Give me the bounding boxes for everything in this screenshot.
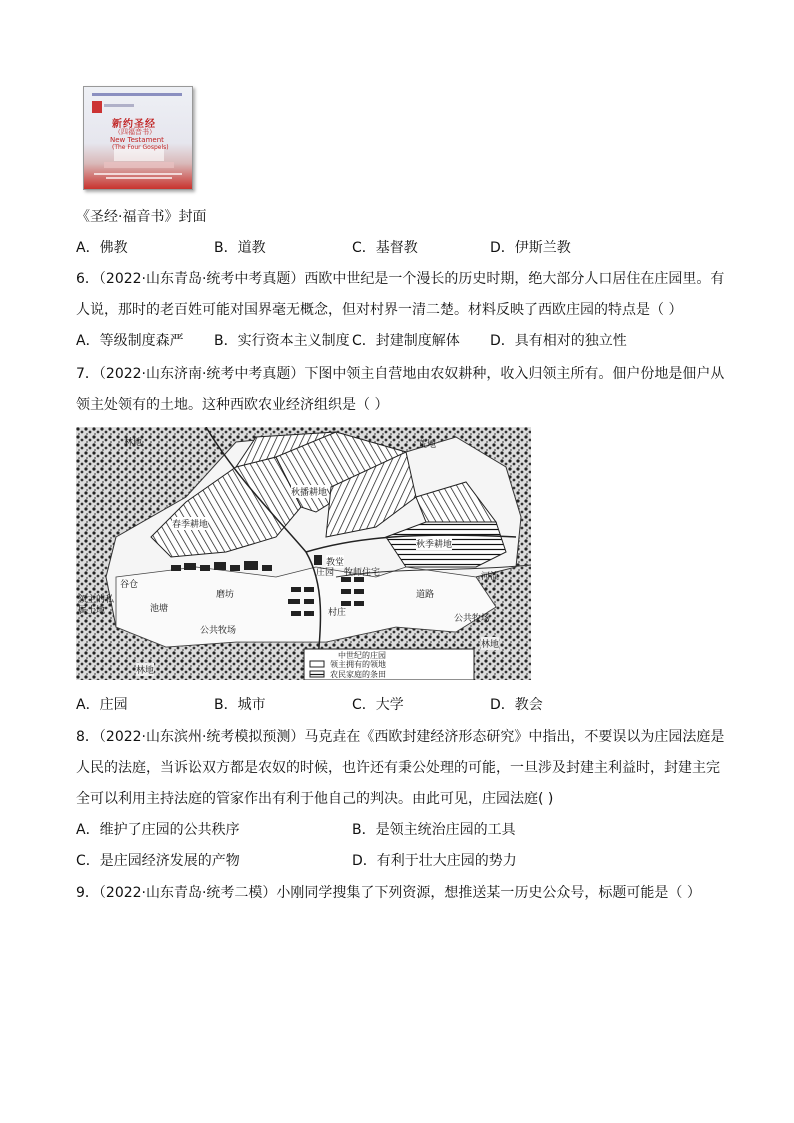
map-label-forest-right: 林地 — [481, 637, 499, 650]
cover-caption: 《圣经·福音书》封面 — [76, 209, 207, 225]
q8-stem-line1: 8．（2022·山东滨州·统考模拟预测）马克垚在《西欧封建经济形态研究》中指出，不要误以为庄园法庭是 — [76, 729, 725, 745]
q9-stem-line1: 9．（2022·山东青岛·统考二模）小刚同学搜集了下列资源，想推送某一历史公众号，标题可能是（ ） — [76, 885, 701, 901]
map-label-road: 道路 — [416, 590, 435, 600]
q8-stem-line2: 人民的法庭，当诉讼双方都是农奴的时候，也许还有秉公处理的可能，一旦涉及封建主利益时，封建主完 — [76, 760, 720, 776]
map-label-forest-top: 林地 — [124, 438, 143, 448]
q7-option-a: A．庄园 — [76, 697, 128, 713]
map-label-village: 村庄 — [328, 608, 347, 618]
map-label-common-pasture: 公共牧场 — [454, 614, 491, 624]
q7-option-d: D．教会 — [490, 697, 543, 713]
q7-stem-line2: 领主处领有的土地。这种西欧农业经济组织是（ ） — [76, 397, 389, 413]
map-label-forest-bottom: 林地 — [136, 663, 154, 676]
q7-option-b: B．城市 — [214, 697, 266, 713]
map-label-granary: 谷仓 — [120, 580, 139, 590]
cover-subtitle: （四福音书） — [114, 128, 156, 136]
map-label-church: 教堂 — [326, 555, 344, 568]
q8-option-a: A．维护了庄园的公共秩序 — [76, 822, 240, 838]
map-label-wasteland: 荒地 — [418, 440, 437, 450]
map-legend-item2: 农民家庭的条田 — [330, 670, 386, 679]
map-label-river: 河流 — [481, 572, 500, 582]
q8-option-c: C．是庄园经济发展的产物 — [76, 853, 240, 869]
q8-option-b: B．是领主统治庄园的工具 — [352, 822, 516, 838]
q6-option-b: B．实行资本主义制度 — [214, 333, 350, 349]
q5-option-a: A．佛教 — [76, 240, 128, 256]
q6-stem-line1: 6．（2022·山东青岛·统考中考真题）西欧中世纪是一个漫长的历史时期，绝大部分人口居住在庄园里。有 — [76, 271, 725, 287]
q8-option-d: D．有利于壮大庄园的势力 — [352, 853, 517, 869]
q7-option-c: C．大学 — [352, 697, 404, 713]
map-label-mill: 磨坊 — [216, 590, 235, 600]
manor-map — [76, 427, 531, 680]
map-label-lord-land: 领主的私属土地 — [78, 595, 115, 616]
q6-option-c: C．封建制度解体 — [352, 333, 460, 349]
cover-title: 新约圣经 — [112, 119, 156, 130]
q5-option-d: D．伊斯兰教 — [490, 240, 571, 256]
cover-english-title: New Testament — [110, 136, 164, 144]
map-label-autumn-field2: 秋季耕地 — [416, 537, 452, 550]
q7-stem-line1: 7．（2022·山东济南·统考中考真题）下图中领主自营地由农奴耕种，收入归领主所有。佃户份地是佃户从 — [76, 366, 725, 382]
map-label-parsonage: 牧师住宅 — [344, 568, 381, 578]
cover-english-subtitle: (The Four Gospels) — [112, 144, 169, 151]
map-legend-title: 中世纪的庄园 — [338, 651, 386, 660]
map-label-autumn-field: 秋播耕地 — [291, 485, 327, 498]
map-label-pond: 池塘 — [150, 604, 169, 614]
map-label-manor: 庄园 — [316, 568, 335, 578]
q8-stem-line3: 全可以利用主持法庭的管家作出有利于他自己的判决。由此可见，庄园法庭( ) — [76, 791, 554, 807]
q5-option-c: C．基督教 — [352, 240, 418, 256]
q6-option-a: A．等级制度森严 — [76, 333, 184, 349]
q5-option-b: B．道教 — [214, 240, 266, 256]
map-label-common-pasture2: 公共牧场 — [200, 626, 237, 636]
map-label-spring-field: 春季耕地 — [172, 517, 208, 530]
q6-stem-line2: 人说，那时的老百姓可能对国界毫无概念，但对村界一清二楚。材料反映了西欧庄园的特点是（ ） — [76, 302, 683, 318]
map-legend-item1: 领主拥有的领地 — [330, 660, 386, 669]
q6-option-d: D．具有相对的独立性 — [490, 333, 627, 349]
bible-cover-image — [83, 86, 193, 190]
